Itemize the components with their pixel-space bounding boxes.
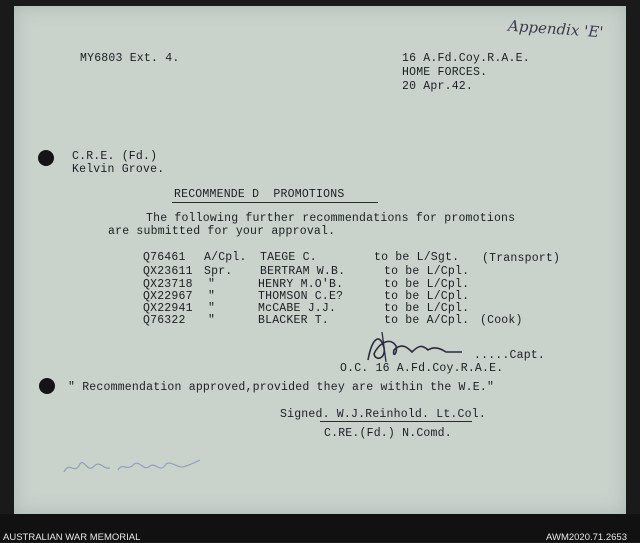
addressee-line-2: Kelvin Grove. bbox=[72, 163, 165, 176]
rank: A/Cpl. bbox=[204, 251, 247, 264]
unit-name: 16 A.Fd.Coy.R.A.E. bbox=[402, 52, 530, 65]
faint-handwriting bbox=[60, 452, 210, 482]
rank: " bbox=[208, 314, 216, 327]
service-number: QX23611 bbox=[143, 265, 193, 278]
table-row bbox=[143, 314, 186, 327]
footer-accession-number: AWM2020.71.2653 bbox=[546, 532, 627, 543]
soldier-name: HENRY M.O'B. bbox=[258, 278, 344, 291]
service-number: Q76322 bbox=[143, 314, 186, 327]
forces-line: HOME FORCES. bbox=[402, 66, 488, 79]
handwritten-signature bbox=[362, 328, 492, 366]
promotion-note: (Transport) bbox=[482, 252, 561, 265]
punch-hole-bottom bbox=[39, 378, 55, 394]
service-number: QX23718 bbox=[143, 278, 193, 291]
heading-underline bbox=[172, 202, 378, 203]
signature-oc: O.C. 16 A.Fd.Coy.R.A.E. bbox=[340, 362, 504, 375]
intro-line-1: The following further recommendations for promotions bbox=[146, 212, 516, 225]
soldier-name: TAEGE C. bbox=[260, 251, 317, 264]
date: 20 Apr.42. bbox=[402, 80, 474, 93]
heading: RECOMMENDE D PROMOTIONS bbox=[174, 188, 345, 201]
soldier-name: THOMSON C.E? bbox=[258, 290, 344, 303]
rank: " bbox=[208, 290, 216, 303]
rank: Spr. bbox=[204, 265, 233, 278]
service-number: QX22941 bbox=[143, 302, 193, 315]
signed-role: C.RE.(Fd.) N.Comd. bbox=[324, 427, 452, 440]
signature-capt: .....Capt. bbox=[474, 349, 546, 362]
intro-line-2: are submitted for your approval. bbox=[108, 225, 336, 238]
rank: " bbox=[208, 302, 216, 315]
punch-hole-top bbox=[38, 150, 54, 166]
rank: " bbox=[208, 278, 216, 291]
promotion-to: to be L/Cpl. bbox=[384, 278, 470, 291]
service-number: QX22967 bbox=[143, 290, 193, 303]
soldier-name: BLACKER T. bbox=[258, 314, 330, 327]
table-row bbox=[143, 265, 193, 278]
approval-text: " Recommendation approved,provided they are within the W.E." bbox=[68, 381, 495, 394]
promotion-to: to be L/Cpl. bbox=[384, 302, 470, 315]
soldier-name: McCABE J.J. bbox=[258, 302, 337, 315]
footer-archive-name: AUSTRALIAN WAR MEMORIAL bbox=[3, 532, 141, 543]
signed-line: Signed. W.J.Reinhold. Lt.Col. bbox=[280, 408, 486, 421]
addressee-line-1: C.R.E. (Fd.) bbox=[72, 150, 158, 163]
reference-number: MY6803 Ext. 4. bbox=[80, 52, 180, 65]
table-row bbox=[143, 251, 186, 264]
promotion-to: to be L/Sgt. bbox=[374, 251, 460, 264]
soldier-name: BERTRAM W.B. bbox=[260, 265, 346, 278]
promotion-to: to be A/Cpl. bbox=[384, 314, 470, 327]
appendix-handwritten-note: Appendix 'E' bbox=[507, 16, 604, 42]
promotion-to: to be L/Cpl. bbox=[384, 290, 470, 303]
service-number: Q76461 bbox=[143, 251, 186, 264]
signed-underline bbox=[320, 421, 472, 422]
promotion-to: to be L/Cpl. bbox=[384, 265, 470, 278]
promotion-note: (Cook) bbox=[480, 314, 523, 327]
